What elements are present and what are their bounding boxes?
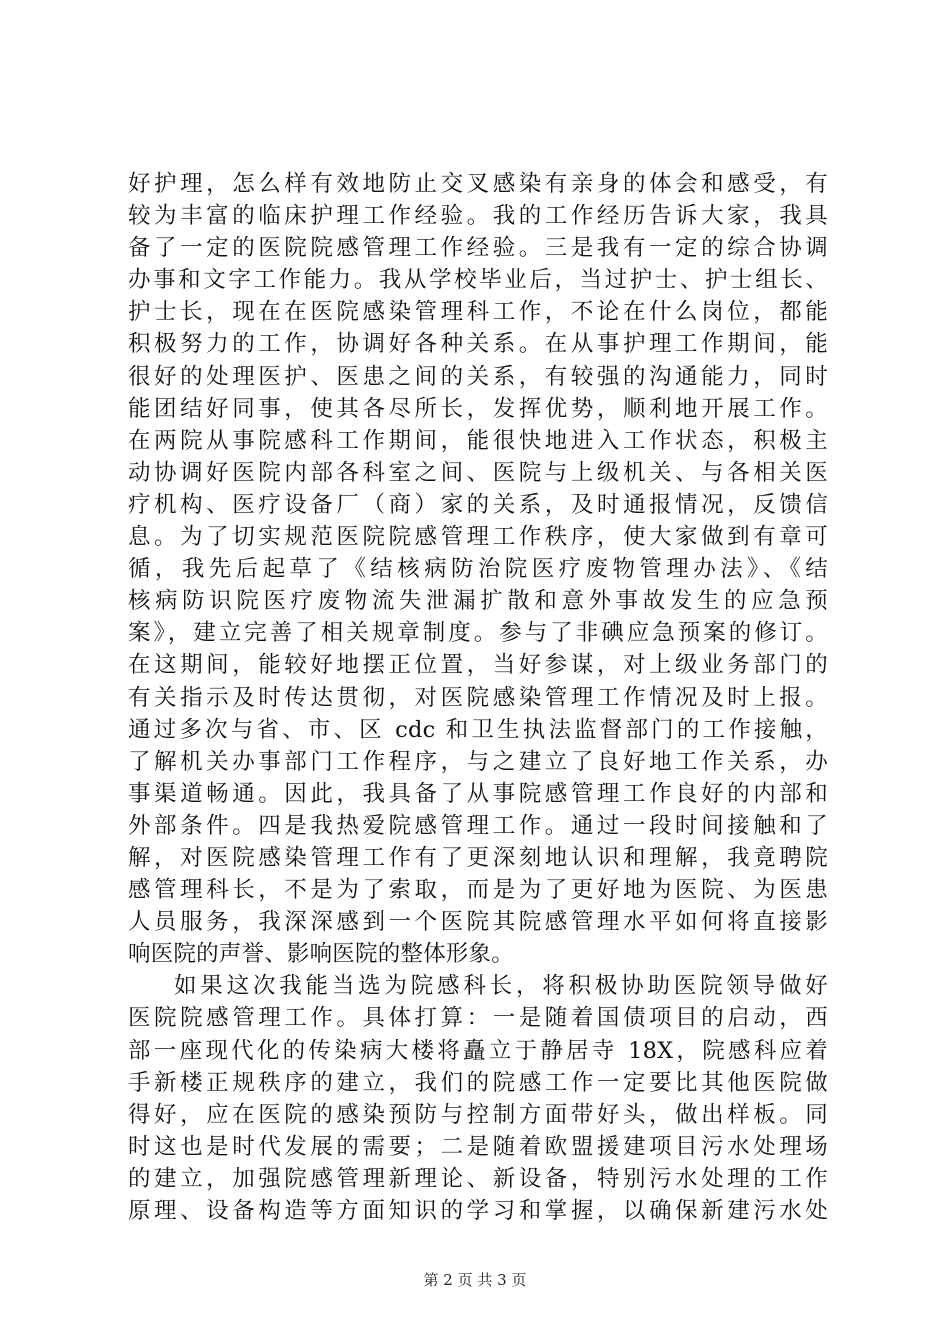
text-line: 时这也是时代发展的需要；二是随着欧盟援建项目污水处理场 — [128, 1133, 828, 1160]
text-line: 感管理科长，不是为了索取，而是为了更好地为医院、为医患 — [128, 877, 828, 904]
text-line: 手新楼正规秩序的建立，我们的院感工作一定要比其他医院做 — [128, 1069, 828, 1096]
text-line: 积极努力的工作，协调好各种关系。在从事护理工作期间，能 — [128, 331, 828, 358]
text-line: 护士长，现在在医院感染管理科工作，不论在什么岗位，都能 — [128, 299, 828, 326]
paragraph-2 — [128, 970, 828, 1227]
paragraph-1 — [128, 168, 828, 970]
text-line: 得好，应在医院的感染预防与控制方面带好头，做出样板。同 — [128, 1101, 828, 1128]
text-line: 备了一定的医院院感管理工作经验。三是我有一定的综合协调 — [128, 235, 828, 262]
text-line: 好护理，怎么样有效地防止交叉感染有亲身的体会和感受，有 — [128, 171, 828, 197]
text-line: 有关指示及时传达贯彻，对医院感染管理工作情况及时上报。 — [128, 684, 828, 711]
text-line: 事渠道畅通。因此，我具备了从事院感管理工作良好的内部和 — [128, 780, 828, 807]
text-line: 响医院的声誉、影响医院的整体形象。 — [128, 941, 514, 968]
text-line: 动协调好医院内部各科室之间、医院与上级机关、与各相关医 — [128, 459, 828, 486]
text-line: 办事和文字工作能力。我从学校毕业后，当过护士、护士组长、 — [128, 267, 828, 294]
text-line: 了解机关办事部门工作程序，与之建立了良好地工作关系，办 — [128, 748, 828, 775]
text-line: 的建立，加强院感管理新理论、新设备，特别污水处理的工作 — [128, 1165, 828, 1192]
text-line: 如果这次我能当选为院感科长，将积极协助医院领导做好 — [174, 973, 828, 1000]
body-text — [128, 168, 828, 1227]
text-line: 案》，建立完善了相关规章制度。参与了非碘应急预案的修订。 — [128, 620, 828, 647]
text-line: 原理、设备构造等方面知识的学习和掌握，以确保新建污水处 — [128, 1198, 828, 1224]
page-number-footer: 第 2 页 共 3 页 — [423, 1271, 527, 1289]
text-line: 通过多次与省、市、区 cdc 和卫生执法监督部门的工作接触， — [128, 716, 828, 743]
text-line: 循，我先后起草了《结核病防治院医疗废物管理办法》、《结 — [128, 556, 828, 583]
text-line: 外部条件。四是我热爱院感管理工作。通过一段时间接触和了 — [128, 812, 828, 839]
text-line: 能团结好同事，使其各尽所长，发挥优势，顺利地开展工作。 — [128, 395, 828, 422]
text-line: 解，对医院感染管理工作有了更深刻地认识和理解，我竟聘院 — [128, 844, 828, 871]
text-line: 在两院从事院感科工作期间，能很快地进入工作状态，积极主 — [128, 427, 828, 454]
text-line: 较为丰富的临床护理工作经验。我的工作经历告诉大家，我具 — [128, 203, 828, 230]
text-line: 医院院感管理工作。具体打算：一是随着国债项目的启动，西 — [128, 1005, 828, 1032]
text-line: 息。为了切实规范医院院感管理工作秩序，使大家做到有章可 — [128, 524, 828, 551]
text-line: 核病防识院医疗废物流失泄漏扩散和意外事故发生的应急预 — [128, 588, 828, 615]
text-line: 部一座现代化的传染病大楼将矗立于静居寺 18X，院感科应着 — [128, 1037, 828, 1064]
text-line: 疗机构、医疗设备厂（商）家的关系，及时通报情况，反馈信 — [128, 491, 828, 518]
text-line: 在这期间，能较好地摆正位置，当好参谋，对上级业务部门的 — [128, 652, 828, 679]
text-line: 人员服务，我深深感到一个医院其院感管理水平如何将直接影 — [128, 909, 828, 936]
text-line: 很好的处理医护、医患之间的关系，有较强的沟通能力，同时 — [128, 363, 828, 390]
